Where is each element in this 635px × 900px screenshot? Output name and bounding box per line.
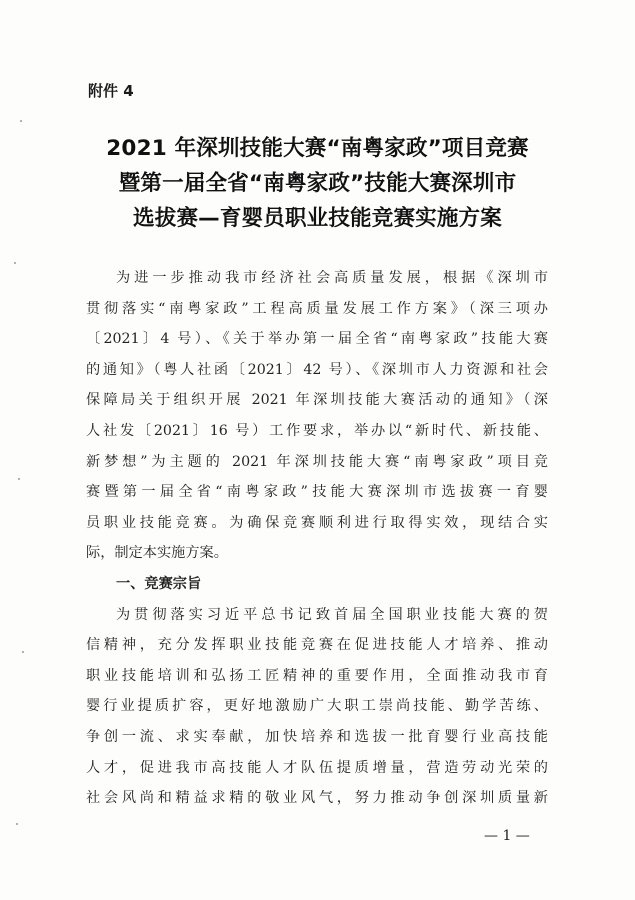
title-line: 2021 年深圳技能大赛“南粤家政”项目竞赛 (106, 136, 529, 161)
title-line: 选拔赛—育婴员职业技能竞赛实施方案 (133, 206, 502, 231)
paragraph-line: 际，制定本实施方案。 (86, 545, 228, 562)
section-paragraph (86, 600, 548, 814)
paragraph-line: 员职业技能竞赛。为确保竞赛顺利进行取得实效，现结合实 (86, 514, 548, 531)
paragraph-line: 婴行业提质扩容，更好地激励广大职工崇尚技能、勤学苦练、 (86, 698, 548, 715)
paragraph-line: 〔2021〕4 号）、《关于举办第一届全省“南粤家政”技能大赛 (86, 331, 548, 348)
paragraph-line: 争创一流、求实奉献，加快培养和选拔一批育婴行业高技能 (86, 728, 548, 745)
paragraph-line: 人社发〔2021〕16 号）工作要求，举办以“新时代、新技能、 (86, 422, 548, 439)
section-heading: 一、竞赛宗旨 (116, 575, 202, 592)
paragraph-line: 为进一步推动我市经济社会高质量发展，根据《深圳市 (116, 270, 548, 286)
attachment-label: 附件 4 (88, 82, 134, 100)
paragraph-line: 社会风尚和精益求精的敬业风气，努力推动争创深圳质量新 (86, 790, 548, 807)
scan-speck (20, 120, 22, 122)
paragraph-line: 职业技能培训和弘扬工匠精神的重要作用，全面推动我市育 (86, 667, 548, 684)
scan-speck (18, 478, 20, 480)
document-body (86, 263, 548, 814)
paragraph-line: 赛暨第一届全省“南粤家政”技能大赛深圳市选拔赛一育婴 (86, 484, 548, 501)
scan-speck (16, 823, 18, 825)
paragraph-line: 保障局关于组织开展 2021 年深圳技能大赛活动的通知》（深 (86, 392, 548, 409)
paragraph-line: 为贯彻落实习近平总书记致首届全国职业技能大赛的贺 (116, 606, 548, 623)
paragraph-line: 人才，促进我市高技能人才队伍提质增量，营造劳动光荣的 (86, 759, 548, 776)
scan-speck (14, 262, 16, 264)
page-number: — 1 — (484, 828, 530, 844)
document-title (60, 131, 575, 236)
paragraph-line: 新梦想”为主题的 2021 年深圳技能大赛“南粤家政”项目竞 (86, 453, 548, 470)
paragraph-line: 贯彻落实“南粤家政”工程高质量发展工作方案》（深三项办 (86, 300, 548, 317)
scan-speck (22, 651, 24, 653)
paragraph-line: 信精神，充分发挥职业技能竞赛在促进技能人才培养、推动 (86, 637, 548, 654)
title-line: 暨第一届全省“南粤家政”技能大赛深圳市 (118, 171, 517, 196)
paragraph-line: 的通知》（粤人社函〔2021〕42 号）、《深圳市人力资源和社会 (86, 361, 548, 378)
intro-paragraph (86, 263, 548, 569)
